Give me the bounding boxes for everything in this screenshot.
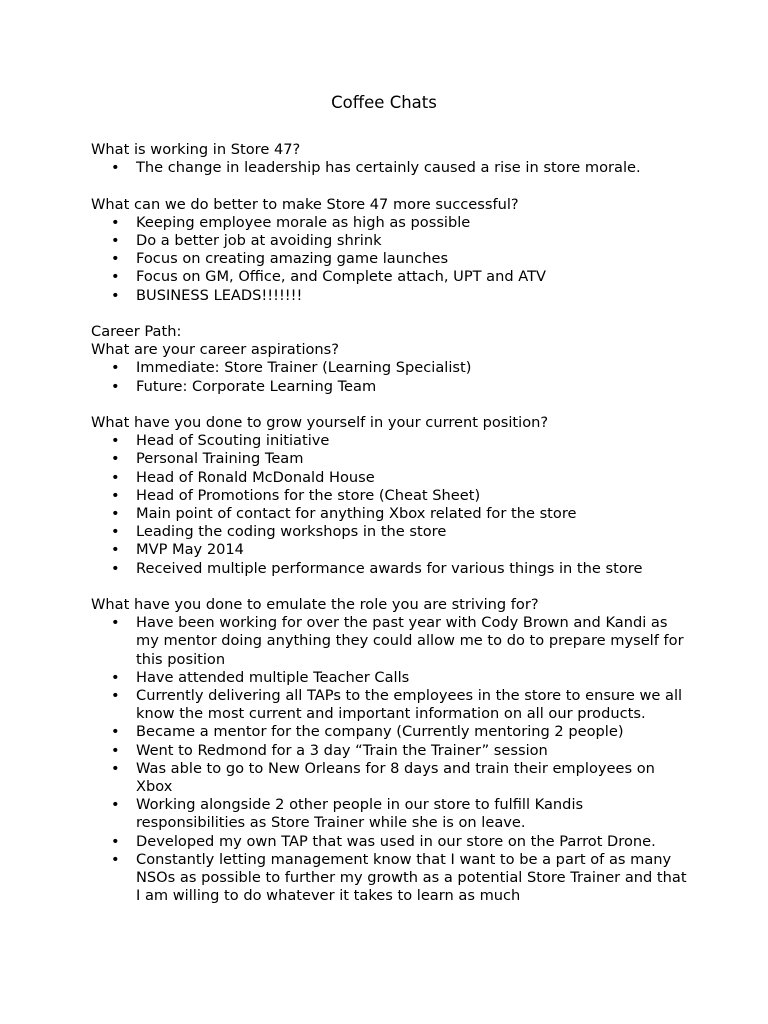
bullet-list [91, 159, 691, 177]
bullet-icon: • [111, 213, 120, 231]
question-heading: What have you done to grow yourself in your current position? [91, 414, 549, 431]
list-item [91, 469, 691, 487]
list-item-text: Leading the coding workshops in the store [136, 523, 447, 541]
question-heading: What are your career aspirations? [91, 341, 340, 359]
list-item [91, 214, 691, 232]
list-item-text: Future: Corporate Learning Team [136, 377, 377, 395]
list-item-text: Main point of contact for anything Xbox related for the store [136, 505, 577, 523]
list-item-text: Have been working for over the past year with Cody Brown and Kandi as my mentor doing anything they could allow me to do to prepare myself for this position [136, 614, 684, 668]
list-item-text: Immediate: Store Trainer (Learning Specialist) [136, 359, 472, 377]
list-item [91, 232, 691, 250]
list-item [91, 614, 691, 669]
bullet-icon: • [111, 486, 120, 504]
list-item-text: Received multiple performance awards for various things in the store [136, 559, 643, 577]
list-item [91, 287, 691, 305]
question-heading: What can we do better to make Store 47 more successful? [91, 195, 519, 213]
list-item [91, 268, 691, 286]
bullet-icon: • [111, 450, 120, 468]
bullet-icon: • [111, 832, 120, 850]
list-item [91, 505, 691, 523]
list-item-text: Head of Promotions for the store (Cheat Sheet) [136, 486, 481, 504]
bullet-icon: • [111, 286, 120, 304]
list-item [91, 159, 691, 177]
list-item-text: Head of Scouting initiative [136, 432, 330, 450]
list-item [91, 669, 691, 687]
bullet-icon: • [111, 505, 120, 523]
bullet-icon: • [111, 523, 120, 541]
list-item-text: Working alongside 2 other people in our store to fulfill Kandis responsibilities as Store Trainer while she is on leave. [136, 796, 584, 832]
list-item [91, 833, 691, 851]
list-item [91, 432, 691, 450]
document-title: Coffee Chats [331, 93, 437, 112]
bullet-icon: • [111, 723, 120, 741]
list-item-text: Focus on creating amazing game launches [136, 250, 449, 268]
bullet-icon: • [111, 250, 120, 268]
bullet-icon: • [111, 468, 120, 486]
bullet-icon: • [111, 268, 120, 286]
list-item [91, 250, 691, 268]
bullet-list [91, 432, 691, 578]
section [91, 323, 691, 396]
list-item-text: Developed my own TAP that was used in our store on the Parrot Drone. [136, 832, 656, 850]
list-item-text: Went to Redmond for a 3 day “Train the Trainer” session [136, 741, 548, 759]
question-heading: What is working in Store 47? [91, 141, 301, 158]
section [91, 414, 691, 578]
list-item [91, 560, 691, 578]
document-body [91, 141, 691, 905]
list-item-text: Personal Training Team [136, 450, 304, 468]
list-item [91, 541, 691, 559]
list-item [91, 851, 691, 906]
bullet-list [91, 359, 691, 395]
bullet-icon: • [111, 232, 120, 249]
question-heading: What have you done to emulate the role you are striving for? [91, 596, 539, 614]
list-item [91, 359, 691, 377]
bullet-list [91, 614, 691, 905]
bullet-icon: • [111, 850, 120, 868]
list-item-text: Do a better job at avoiding shrink [136, 232, 382, 249]
list-item [91, 742, 691, 760]
list-item-text: The change in leadership has certainly caused a rise in store morale. [136, 159, 641, 177]
list-item [91, 378, 691, 396]
bullet-icon: • [111, 614, 120, 632]
bullet-icon: • [111, 159, 120, 177]
bullet-icon: • [111, 559, 120, 577]
bullet-icon: • [111, 377, 120, 395]
bullet-icon: • [111, 541, 120, 559]
list-item-text: MVP May 2014 [136, 541, 244, 559]
list-item [91, 523, 691, 541]
list-item-text: Focus on GM, Office, and Complete attach, UPT and ATV [136, 268, 547, 286]
list-item-text: BUSINESS LEADS!!!!!!! [136, 286, 303, 304]
list-item [91, 687, 691, 723]
bullet-icon: • [111, 759, 120, 777]
list-item-text: Was able to go to New Orleans for 8 days and train their employees on Xbox [136, 759, 655, 796]
list-item-text: Currently delivering all TAPs to the employees in the store to ensure we all know the most current and important information on all our products. [136, 687, 683, 723]
bullet-icon: • [111, 796, 120, 814]
section-label: Career Path: [91, 323, 182, 340]
list-item-text: Constantly letting management know that I want to be a part of as many NSOs as possible to further my growth as a potential Store Trainer and that I am willing to do whatever it takes to learn as much [136, 850, 687, 905]
list-item-text: Have attended multiple Teacher Calls [136, 668, 410, 686]
bullet-list [91, 214, 691, 305]
section [91, 141, 691, 177]
list-item [91, 796, 691, 832]
list-item-text: Became a mentor for the company (Currently mentoring 2 people) [136, 723, 624, 741]
bullet-icon: • [111, 687, 120, 705]
bullet-icon: • [111, 432, 120, 450]
section [91, 196, 691, 305]
bullet-icon: • [111, 741, 120, 759]
list-item-text: Head of Ronald McDonald House [136, 468, 375, 486]
list-item [91, 450, 691, 468]
list-item [91, 760, 691, 796]
section [91, 596, 691, 905]
bullet-icon: • [111, 668, 120, 686]
bullet-icon: • [111, 359, 120, 377]
list-item [91, 487, 691, 505]
list-item [91, 723, 691, 741]
list-item-text: Keeping employee morale as high as possible [136, 213, 471, 231]
